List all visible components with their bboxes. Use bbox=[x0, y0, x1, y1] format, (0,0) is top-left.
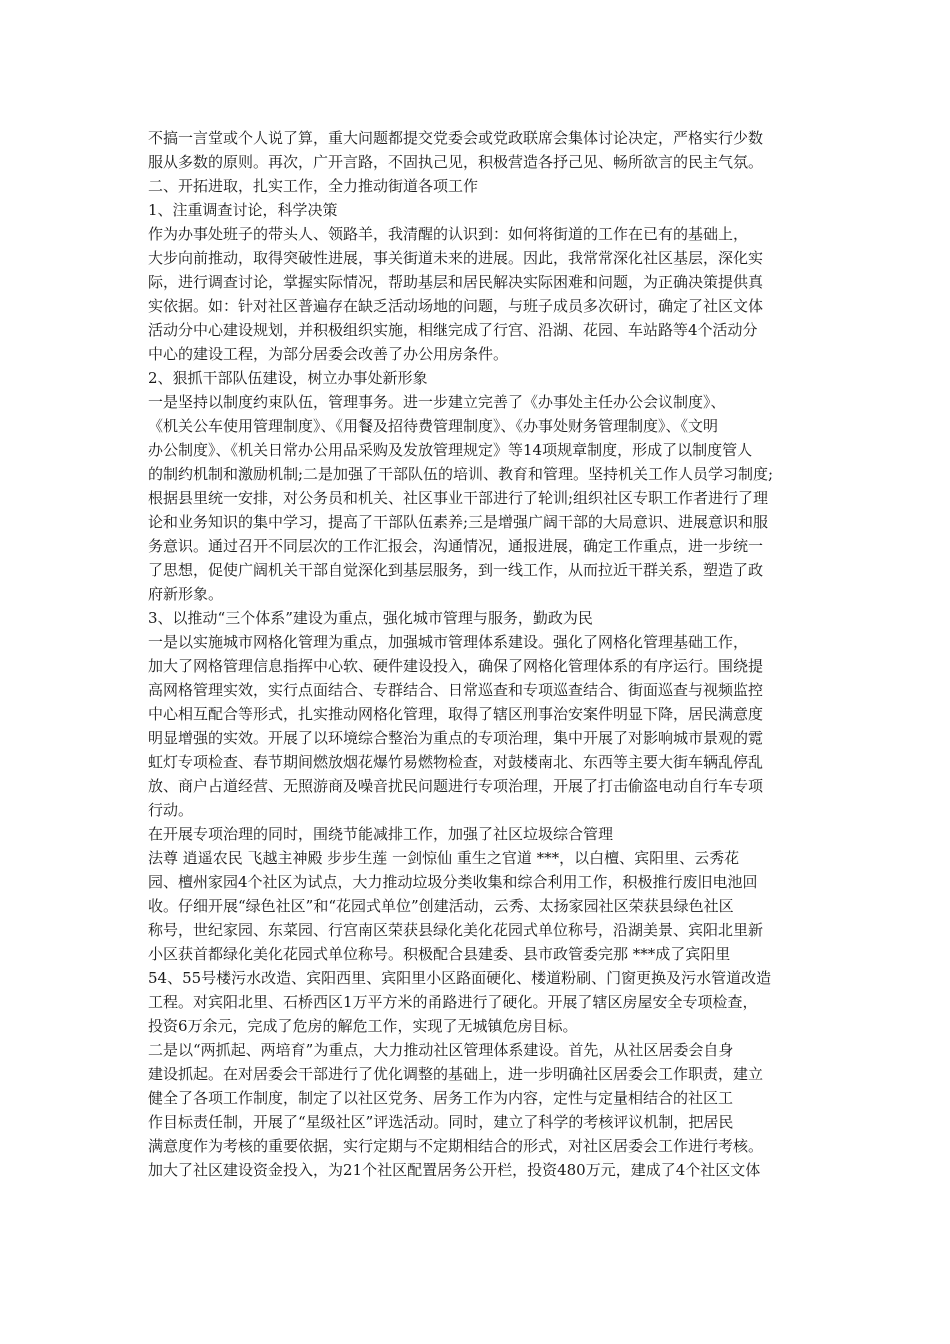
text-line: 在开展专项治理的同时，围绕节能减排工作，加强了社区垃圾综合管理 bbox=[148, 825, 614, 843]
text-line: 放、商户占道经营、无照游商及噪音扰民问题进行专项治理，开展了打击偷盗电动自行车专项 bbox=[148, 777, 764, 795]
text-line: 明显增强的实效。开展了以环境综合整治为重点的专项治理，集中开展了对影响城市景观的霓 bbox=[148, 729, 764, 747]
text-line: 论和业务知识的集中学习，提高了干部队伍素养;三是增强广阔干部的大局意识、进展意识和服 bbox=[148, 513, 769, 531]
subsection-heading: 3、以推动“三个体系”建设为重点，强化城市管理与服务，勤政为民 bbox=[148, 609, 593, 627]
text-line: 加大了网格管理信息指挥中心软、硬件建设投入，确保了网格化管理体系的有序运行。围绕提 bbox=[148, 657, 764, 675]
text-line: 作为办事处班子的带头人、领路羊，我清醒的认识到：如何将街道的工作在已有的基础上， bbox=[148, 225, 749, 243]
subsection-heading: 2、狠抓干部队伍建设，树立办事处新形象 bbox=[148, 369, 428, 387]
text-line: 活动分中心建设规划，并积极组织实施，相继完成了行宫、沿湖、花园、车站路等4个活动分 bbox=[148, 321, 758, 339]
text-line: 一是坚持以制度约束队伍，管理事务。进一步建立完善了《办事处主任办公会议制度》、 bbox=[148, 393, 726, 411]
text-line: 健全了各项工作制度，制定了以社区党务、居务工作为内容，定性与定量相结合的社区工 bbox=[148, 1089, 734, 1107]
text-line: 收。仔细开展“绿色社区”和“花园式单位”创建活动，云秀、太扬家园社区荣获县绿色社区 bbox=[148, 897, 734, 915]
text-line: 务意识。通过召开不同层次的工作汇报会，沟通情况，通报进展，确定工作重点，进一步统一 bbox=[148, 537, 764, 555]
text-line: 满意度作为考核的重要依据，实行定期与不定期相结合的形式，对社区居委会工作进行考核。 bbox=[148, 1137, 764, 1155]
text-line: 中心相互配合等形式，扎实推动网格化管理，取得了辖区刑事治安案件明显下降，居民满意度 bbox=[148, 705, 764, 723]
text-line: 中心的建设工程，为部分居委会改善了办公用房条件。 bbox=[148, 345, 509, 363]
text-line: 府新形象。 bbox=[148, 585, 224, 603]
text-line: 际，进行调查讨论，掌握实际情况，帮助基层和居民解决实际困难和问题，为正确决策提供真 bbox=[148, 273, 764, 291]
text-line: 的制约机制和激励机制;二是加强了干部队伍的培训、教育和管理。坚持机关工作人员学习制度; bbox=[148, 465, 774, 483]
text-line: 行动。 bbox=[148, 801, 194, 819]
text-line: 投资6万余元，完成了危房的解危工作，实现了无城镇危房目标。 bbox=[148, 1017, 578, 1035]
text-line: 称号，世纪家园、东菜园、行宫南区荣获县绿化美化花园式单位称号，沿湖美景、宾阳北里新 bbox=[148, 921, 764, 939]
text-line: 高网格管理实效，实行点面结合、专群结合、日常巡查和专项巡查结合、街面巡查与视频监控 bbox=[148, 681, 764, 699]
text-line: 作目标责任制，开展了“星级社区”评选活动。同时，建立了科学的考核评议机制，把居民 bbox=[148, 1113, 734, 1131]
text-line: 虹灯专项检查、春节期间燃放烟花爆竹易燃物检查，对鼓楼南北、东西等主要大街车辆乱停乱 bbox=[148, 753, 764, 771]
text-line: 54、55号楼污水改造、宾阳西里、宾阳里小区路面硬化、楼道粉刷、门窗更换及污水管道改造 bbox=[148, 969, 772, 987]
subsection-heading: 1、注重调查讨论，科学决策 bbox=[148, 201, 338, 219]
text-line: 园、檀州家园4个社区为试点，大力推动垃圾分类收集和综合利用工作，积极推行废旧电池回 bbox=[148, 873, 758, 891]
text-line: 服从多数的原则。再次，广开言路，不固执己见，积极营造各抒己见、畅所欲言的民主气氛。 bbox=[148, 153, 764, 171]
text-line: 工程。对宾阳北里、石桥西区1万平方米的甬路进行了硬化。开展了辖区房屋安全专项检查， bbox=[148, 993, 758, 1011]
text-line: 一是以实施城市网格化管理为重点，加强城市管理体系建设。强化了网格化管理基础工作， bbox=[148, 633, 749, 651]
text-line: 办公制度》、《机关日常办公用品采购及发放管理规定》等14项规章制度，形成了以制度管人 bbox=[148, 441, 753, 459]
text-line: 了思想，促使广阔机关干部自觉深化到基层服务，到一线工作，从而拉近干群关系，塑造了政 bbox=[148, 561, 764, 579]
text-line: 小区获首都绿化美化花园式单位称号。积极配合县建委、县市政管委完那 ***成了宾阳里 bbox=[148, 945, 731, 963]
text-line: 加大了社区建设资金投入，为21个社区配置居务公开栏，投资480万元，建成了4个社区文体 bbox=[148, 1161, 761, 1179]
text-line: 实依据。如：针对社区普遍存在缺乏活动场地的问题，与班子成员多次研讨，确定了社区文体 bbox=[148, 297, 764, 315]
text-line: 二是以“两抓起、两培育”为重点，大力推动社区管理体系建设。首先，从社区居委会自身 bbox=[148, 1041, 734, 1059]
text-line: 不搞一言堂或个人说了算，重大问题都提交党委会或党政联席会集体讨论决定，严格实行少数 bbox=[148, 129, 764, 147]
text-line: 根据县里统一安排，对公务员和机关、社区事业干部进行了轮训;组织社区专职工作者进行了理 bbox=[148, 489, 769, 507]
section-heading: 二、开拓进取，扎实工作，全力推动街道各项工作 bbox=[148, 177, 479, 195]
text-line: 大步向前推动，取得突破性进展，事关街道未来的进展。因此，我常常深化社区基层，深化实 bbox=[148, 249, 764, 267]
text-line: 法尊 逍遥农民 飞越主神殿 步步生莲 一剑惊仙 重生之官道 ***，以白檀、宾阳里、云秀花 bbox=[148, 849, 740, 867]
text-line: 《机关公车使用管理制度》、《用餐及招待费管理制度》、《办事处财务管理制度》、《文明 bbox=[148, 417, 719, 435]
text-line: 建设抓起。在对居委会干部进行了优化调整的基础上，进一步明确社区居委会工作职责，建立 bbox=[148, 1065, 764, 1083]
